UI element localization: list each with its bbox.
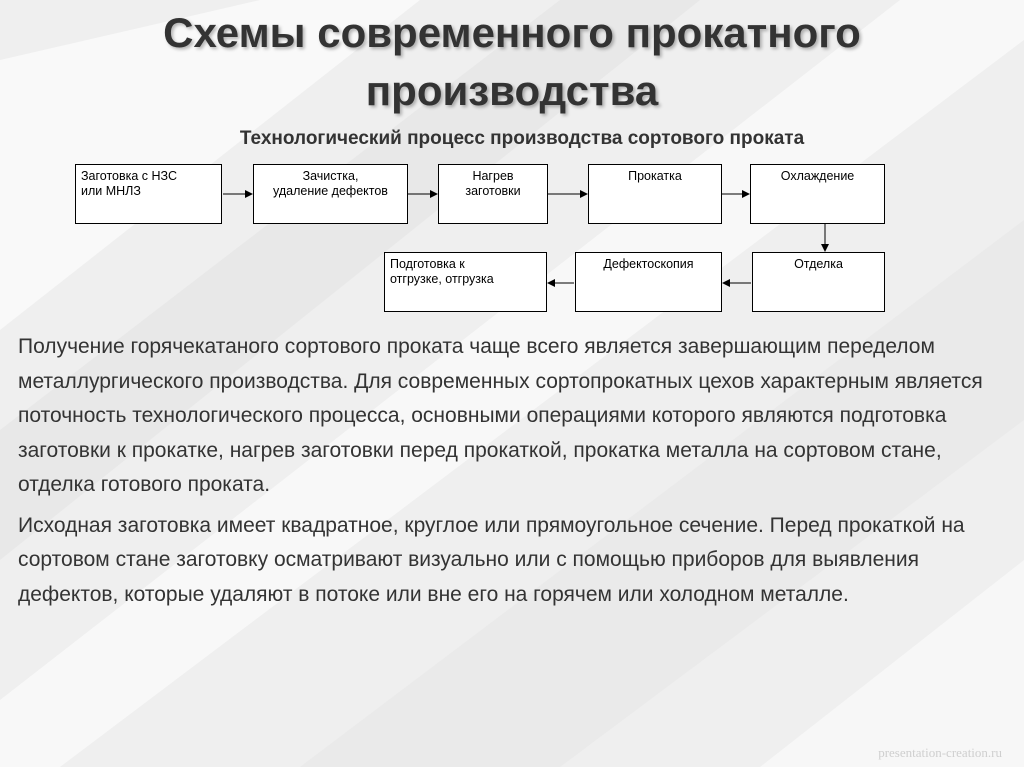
step-label: Прокатка — [628, 169, 682, 183]
step-label: Подготовка к — [390, 257, 465, 271]
step-label: Дефектоскопия — [603, 257, 694, 271]
process-flowchart — [0, 0, 1024, 330]
step-label: Зачистка, — [302, 169, 359, 183]
step-flaw-detection — [575, 252, 722, 312]
step-cleaning — [253, 164, 408, 224]
diagram-subtitle: Технологический процесс производства сортового проката — [239, 128, 805, 149]
step-heating — [438, 164, 548, 224]
step-label: заготовки — [465, 184, 521, 198]
paragraph-2: Исходная заготовка имеет квадратное, круглое или прямоугольное сечение. Перед прокаткой на сортовом стане заготовку осматривают визуально или с помощью приборов для выявления дефектов, которые удаляют в потоке или вне его на горячем или холодном металле. — [18, 513, 965, 606]
body-text — [18, 330, 1008, 618]
step-label: удаление дефектов — [273, 184, 388, 198]
step-shipping — [384, 252, 547, 312]
paragraph-1: Получение горячекатаного сортового проката чаще всего является завершающим переделом металлургического производства. Для современных сортопрокатных цехов характерным является поточность технологического процесса, основными операциями которого являются подготовка заготовки к прокатке, нагрев заготовки перед прокаткой, прокатка металла на сортовом стане, отделка готового проката. — [18, 335, 983, 496]
step-label: или МНЛЗ — [81, 184, 141, 198]
title-line-2: производства — [365, 67, 659, 114]
step-cooling — [750, 164, 885, 224]
step-rolling — [588, 164, 722, 224]
step-label: Охлаждение — [780, 169, 855, 183]
step-label: Отделка — [794, 257, 843, 271]
watermark: presentation-creation.ru — [878, 745, 1002, 760]
step-label: Заготовка с НЗС — [81, 169, 177, 183]
step-label: Нагрев — [472, 169, 514, 183]
step-billet — [75, 164, 222, 224]
title-line-1: Схемы современного прокатного — [163, 9, 861, 56]
step-finishing — [752, 252, 885, 312]
step-label: отгрузке, отгрузка — [390, 272, 494, 286]
